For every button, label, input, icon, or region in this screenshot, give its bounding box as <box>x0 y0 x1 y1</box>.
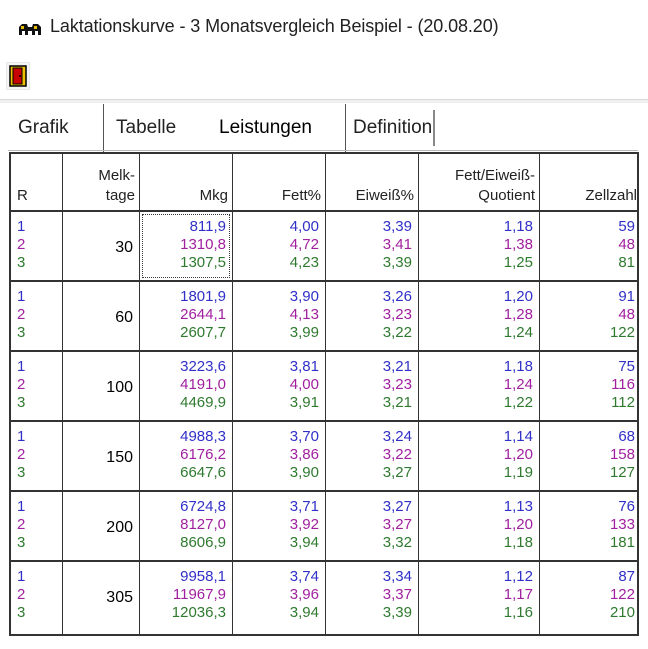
quotient-value: 1,17 <box>503 586 533 603</box>
fett-value: 3,94 <box>289 604 319 621</box>
table-cell-mkg[interactable] <box>140 352 233 420</box>
focus-rectangle <box>142 214 230 278</box>
table-cell-fett[interactable] <box>233 562 326 636</box>
r-value: 2 <box>17 446 26 463</box>
fett-value: 4,00 <box>289 218 319 235</box>
melktage-value: 200 <box>106 519 133 536</box>
zellzahl-value: 81 <box>618 254 635 271</box>
table-cell-quotient[interactable] <box>419 562 540 636</box>
quotient-value: 1,13 <box>503 498 533 515</box>
r-value: 3 <box>17 534 26 551</box>
table-cell-days[interactable] <box>63 352 140 420</box>
table-row-group[interactable] <box>11 352 639 422</box>
tab-tabelle[interactable] <box>103 104 176 152</box>
quotient-value: 1,20 <box>503 516 533 533</box>
header-r: R <box>11 154 63 210</box>
eiweiss-value: 3,22 <box>382 324 412 341</box>
zellzahl-value: 91 <box>618 288 635 305</box>
window-title: Laktationskurve - 3 Monatsvergleich Beispiel - (20.08.20) <box>50 16 499 36</box>
table-cell-zellzahl[interactable] <box>540 492 639 560</box>
fett-value: 3,92 <box>289 516 319 533</box>
quotient-value: 1,18 <box>503 218 533 235</box>
quotient-value: 1,28 <box>503 306 533 323</box>
r-value: 3 <box>17 464 26 481</box>
eiweiss-value: 3,34 <box>382 568 412 585</box>
header-melktage: Melk- tage <box>63 154 140 210</box>
r-value: 2 <box>17 236 26 253</box>
table-header <box>11 154 639 212</box>
tab-leistungen[interactable] <box>213 104 312 152</box>
mkg-value: 9958,1 <box>180 568 226 585</box>
table-cell-r[interactable] <box>11 352 63 420</box>
mkg-value: 8127,0 <box>180 516 226 533</box>
zellzahl-value: 210 <box>609 604 635 621</box>
exit-door-icon <box>9 65 27 87</box>
table-cell-r[interactable] <box>11 492 63 560</box>
eiweiss-value: 3,27 <box>382 498 412 515</box>
performance-table[interactable] <box>9 152 639 636</box>
table-cell-r[interactable] <box>11 282 63 350</box>
table-cell-mkg[interactable] <box>140 492 233 560</box>
header-zellzahl: Zellzahl <box>585 187 637 204</box>
table-row-group[interactable] <box>11 562 639 636</box>
mkg-value: 2607,7 <box>180 324 226 341</box>
eiweiss-value: 3,22 <box>382 446 412 463</box>
eiweiss-value: 3,26 <box>382 288 412 305</box>
eiweiss-value: 3,24 <box>382 428 412 445</box>
mkg-value: 4469,9 <box>180 394 226 411</box>
r-value: 2 <box>17 516 26 533</box>
melktage-value: 30 <box>115 239 133 256</box>
fett-value: 4,13 <box>289 306 319 323</box>
tab-label: Tabelle <box>116 117 177 138</box>
mkg-value: 1801,9 <box>180 288 226 305</box>
toolbar <box>0 56 648 100</box>
title-bar <box>0 0 648 56</box>
table-cell-eiweiss[interactable] <box>326 212 419 280</box>
eiweiss-value: 3,39 <box>382 254 412 271</box>
fett-value: 3,96 <box>289 586 319 603</box>
table-cell-r[interactable] <box>11 422 63 490</box>
quotient-value: 1,14 <box>503 428 533 445</box>
mkg-value: 1307,5 <box>180 254 226 271</box>
header-mkg: Mkg <box>140 154 233 210</box>
header-fett: Fett% <box>233 154 326 210</box>
r-value: 2 <box>17 306 26 323</box>
cow-herd-icon <box>18 21 42 37</box>
r-value: 3 <box>17 254 26 271</box>
eiweiss-value: 3,27 <box>382 464 412 481</box>
table-cell-mkg[interactable] <box>140 562 233 636</box>
fett-value: 4,23 <box>289 254 319 271</box>
eiweiss-value: 3,21 <box>382 358 412 375</box>
r-value: 1 <box>17 288 26 305</box>
mkg-value: 8606,9 <box>180 534 226 551</box>
zellzahl-value: 68 <box>618 428 635 445</box>
table-cell-fett[interactable] <box>233 212 326 280</box>
table-cell-quotient[interactable] <box>419 492 540 560</box>
fett-value: 4,72 <box>289 236 319 253</box>
eiweiss-value: 3,23 <box>382 306 412 323</box>
zellzahl-value: 122 <box>609 586 635 603</box>
zellzahl-value: 127 <box>609 464 635 481</box>
tab-grafik[interactable]: Grafik <box>18 117 69 138</box>
fett-value: 3,99 <box>289 324 319 341</box>
table-cell-eiweiss[interactable] <box>326 492 419 560</box>
eiweiss-value: 3,21 <box>382 394 412 411</box>
fett-value: 3,91 <box>289 394 319 411</box>
table-cell-fett[interactable] <box>233 282 326 350</box>
r-value: 3 <box>17 604 26 621</box>
quotient-value: 1,19 <box>503 464 533 481</box>
zellzahl-value: 158 <box>609 446 635 463</box>
table-cell-days[interactable] <box>63 562 140 636</box>
eiweiss-value: 3,23 <box>382 376 412 393</box>
r-value: 3 <box>17 394 26 411</box>
zellzahl-value: 48 <box>618 306 635 323</box>
eiweiss-value: 3,39 <box>382 604 412 621</box>
table-cell-fett[interactable] <box>233 492 326 560</box>
table-row-group[interactable] <box>11 282 639 352</box>
table-cell-r[interactable] <box>11 212 63 280</box>
r-value: 1 <box>17 428 26 445</box>
quotient-value: 1,22 <box>503 394 533 411</box>
table-cell-eiweiss[interactable] <box>326 352 419 420</box>
table-cell-zellzahl[interactable] <box>540 212 639 280</box>
mkg-value: 11967,9 <box>172 586 226 603</box>
table-cell-fett[interactable] <box>233 422 326 490</box>
zellzahl-value: 112 <box>611 394 635 411</box>
r-value: 2 <box>17 376 26 393</box>
r-value: 3 <box>17 324 26 341</box>
zellzahl-value: 116 <box>611 376 635 393</box>
eiweiss-value: 3,32 <box>382 534 412 551</box>
r-value: 1 <box>17 358 26 375</box>
quotient-value: 1,38 <box>503 236 533 253</box>
table-cell-mkg[interactable] <box>140 422 233 490</box>
table-cell-fett[interactable] <box>233 352 326 420</box>
fett-value: 3,90 <box>289 288 319 305</box>
tab-label: Leistungen <box>219 117 312 138</box>
table-cell-zellzahl[interactable] <box>540 282 639 350</box>
quotient-value: 1,18 <box>503 358 533 375</box>
melktage-value: 100 <box>106 379 133 396</box>
mkg-value: 12036,3 <box>171 604 226 621</box>
r-value: 1 <box>17 568 26 585</box>
r-value: 2 <box>17 586 26 603</box>
mkg-value: 2644,1 <box>180 306 226 323</box>
melktage-value: 150 <box>106 449 133 466</box>
zellzahl-value: 87 <box>618 568 635 585</box>
zellzahl-value: 48 <box>618 236 635 253</box>
quotient-value: 1,24 <box>503 376 533 393</box>
quotient-value: 1,16 <box>503 604 533 621</box>
zellzahl-value: 59 <box>618 218 635 235</box>
fett-value: 4,00 <box>289 376 319 393</box>
exit-button[interactable] <box>6 62 30 90</box>
table-cell-days[interactable] <box>63 212 140 280</box>
table-cell-zellzahl[interactable] <box>540 422 639 490</box>
table-cell-eiweiss[interactable] <box>326 562 419 636</box>
eiweiss-value: 3,39 <box>382 218 412 235</box>
table-cell-days[interactable] <box>63 282 140 350</box>
eiweiss-value: 3,37 <box>382 586 412 603</box>
fett-value: 3,81 <box>289 358 319 375</box>
mkg-value: 811,9 <box>189 218 226 235</box>
table-row-group[interactable] <box>11 422 639 492</box>
quotient-value: 1,24 <box>503 324 533 341</box>
zellzahl-value: 181 <box>609 534 635 551</box>
table-cell-eiweiss[interactable] <box>326 282 419 350</box>
zellzahl-value: 133 <box>609 516 635 533</box>
table-cell-days[interactable] <box>63 422 140 490</box>
table-row-group[interactable] <box>11 492 639 562</box>
mkg-value: 6724,8 <box>180 498 226 515</box>
fett-value: 3,70 <box>289 428 319 445</box>
table-cell-r[interactable] <box>11 562 63 636</box>
r-value: 1 <box>17 498 26 515</box>
quotient-value: 1,20 <box>503 446 533 463</box>
table-cell-quotient[interactable] <box>419 352 540 420</box>
mkg-value: 6647,6 <box>180 464 226 481</box>
melktage-value: 305 <box>106 589 133 606</box>
toolbar-separator <box>0 99 648 103</box>
table-cell-quotient[interactable] <box>419 422 540 490</box>
table-cell-zellzahl[interactable] <box>540 352 639 420</box>
table-cell-zellzahl[interactable] <box>540 562 639 636</box>
fett-value: 3,86 <box>289 446 319 463</box>
tab-strip <box>0 104 648 152</box>
tab-definition[interactable] <box>345 104 432 152</box>
header-quotient: Fett/Eiweiß- Quotient <box>419 154 540 210</box>
zellzahl-value: 75 <box>618 358 635 375</box>
mkg-value: 6176,2 <box>180 446 226 463</box>
quotient-value: 1,20 <box>503 288 533 305</box>
fett-value: 3,90 <box>289 464 319 481</box>
fett-value: 3,94 <box>289 534 319 551</box>
table-cell-mkg[interactable] <box>140 212 233 280</box>
quotient-value: 1,18 <box>503 534 533 551</box>
table-row-group[interactable] <box>11 212 639 282</box>
table-cell-days[interactable] <box>63 492 140 560</box>
fett-value: 3,71 <box>289 498 319 515</box>
table-cell-quotient[interactable] <box>419 212 540 280</box>
tab-underline <box>8 150 638 151</box>
melktage-value: 60 <box>115 309 133 326</box>
mkg-value: 3223,6 <box>180 358 226 375</box>
eiweiss-value: 3,27 <box>382 516 412 533</box>
zellzahl-value: 76 <box>618 498 635 515</box>
mkg-value: 4988,3 <box>180 428 226 445</box>
fett-value: 3,74 <box>289 568 319 585</box>
eiweiss-value: 3,41 <box>382 236 412 253</box>
table-cell-mkg[interactable] <box>140 282 233 350</box>
quotient-value: 1,12 <box>503 568 533 585</box>
mkg-value: 1310,8 <box>180 236 226 253</box>
tab-label: Definition <box>353 117 433 138</box>
table-cell-quotient[interactable] <box>419 282 540 350</box>
mkg-value: 4191,0 <box>180 376 226 393</box>
zellzahl-value: 122 <box>609 324 635 341</box>
header-eiweiss: Eiweiß% <box>326 154 419 210</box>
r-value: 1 <box>17 218 26 235</box>
quotient-value: 1,25 <box>503 254 533 271</box>
table-cell-eiweiss[interactable] <box>326 422 419 490</box>
